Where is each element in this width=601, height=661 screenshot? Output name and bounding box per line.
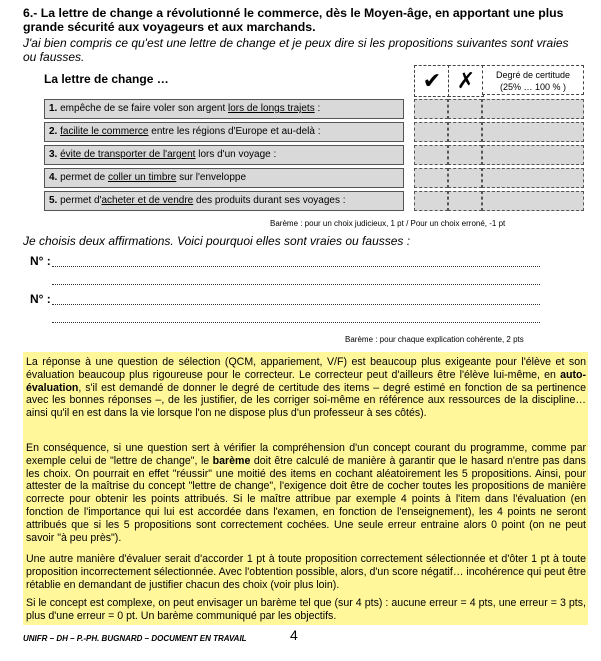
answer-line[interactable] (52, 265, 540, 267)
row-text: des produits durant ses voyages : (193, 195, 346, 206)
true-cell[interactable] (414, 122, 448, 142)
page-number: 4 (290, 627, 298, 643)
commentary-paragraph-2 (26, 442, 586, 544)
statement-row (44, 145, 404, 165)
row-underlined: facilite le commerce (60, 126, 149, 137)
row-number: 5. (49, 195, 58, 206)
false-cell[interactable] (448, 191, 482, 211)
answer-line[interactable] (52, 321, 540, 323)
question-instruction: J'ai bien compris ce qu'est une lettre de change et je peux dire si les propositions suivantes sont vraies ou fausses. (23, 36, 569, 64)
certainty-cell[interactable] (482, 99, 584, 119)
row-underlined: acheter et de vendre (101, 195, 194, 206)
bold-span: auto-évaluation (26, 368, 586, 394)
false-cell[interactable] (448, 122, 482, 142)
true-cell[interactable] (414, 191, 448, 211)
text-span: La réponse à une question de sélection (QCM, appariement, V/F) est beaucoup plus exigeante pour l'élève et son évaluation beaucoup plus rigoureuse pour le correcteur. Le correcteur peut d'ailleurs être l'élève lui-même, en (26, 356, 586, 381)
row-text: entre les régions d'Europe et au-delà : (148, 126, 321, 137)
question-title: 6.- La lettre de change a révolutionné le commerce, dès le Moyen-âge, en apportant une plus grande sécurité aux voyageurs et aux marchands. (23, 6, 564, 34)
answer-line[interactable] (52, 303, 540, 305)
table-heading: La lettre de change … (44, 72, 169, 86)
statement-row (44, 191, 404, 211)
degree-range: (25% … 100 % ) (499, 82, 567, 92)
false-cell[interactable] (448, 145, 482, 165)
statement-row (44, 168, 404, 188)
row-underlined: lors de longs trajets (228, 103, 315, 114)
row-underlined: coller un timbre (107, 172, 177, 183)
row-number: 4. (49, 172, 58, 183)
false-cell[interactable] (448, 168, 482, 188)
number-label: N° : (30, 292, 51, 306)
certainty-cell[interactable] (482, 168, 584, 188)
row-text: empêche de se faire voler son argent (57, 103, 228, 114)
cross-column-header (448, 65, 484, 97)
justification-prompt: Je choisis deux affirmations. Voici pourquoi elles sont vraies ou fausses : (23, 234, 411, 248)
row-text: : (314, 103, 321, 114)
bareme-choices: Barème : pour un choix judicieux, 1 pt / Pour un choix erroné, -1 pt (270, 219, 506, 228)
text-span: doit être calculé de manière à garantir que le hasard n'entre pas dans les choix. On pourrait en effet "réussir" une moitié des items en cochant aléatoirement les 5 propositions. Ainsi, pour attester de la maîtrise du concept "lettre de change", l'exigence doit être de cocher toutes les propositions de manière correcte pour obtenir les points attribués. Si le maître attribue par exemple 4 points à l'item dans l'évaluation (en fonction de l'importance qui lui est accordée dans l'examen, en fonction de l'enseignement), les 4 points ne seront attribués que si les 5 propositions sont correctement cochées. Une seule erreur entraine alors 0 point (on ne peut savoir "à peu près"). (26, 454, 586, 544)
bareme-justification: Barème : pour chaque explication cohérente, 2 pts (345, 335, 524, 344)
row-number: 3. (49, 149, 58, 160)
degree-column-header (482, 65, 584, 95)
row-text: permet de (57, 172, 108, 183)
true-cell[interactable] (414, 145, 448, 165)
certainty-cell[interactable] (482, 122, 584, 142)
true-cell[interactable] (414, 168, 448, 188)
text-span: , s'il est demandé de donner le degré de certitude des items – degré estimé en fonction de sa pertinence avec les bonnes réponses –, de les justifier, de les corriger soi-même en référence aux ressources de la discipline… ainsi qu'il en est dans la vie lorsque l'on ne dispose plus d'un professeur à ses côtés). (26, 381, 586, 420)
footer-text: UNIFR – DH – P.-PH. BUGNARD – DOCUMENT EN TRAVAIL (23, 634, 247, 643)
row-number: 2. (49, 126, 58, 137)
row-text: sur l'enveloppe (176, 172, 247, 183)
check-column-header (414, 65, 450, 97)
statement-row (44, 122, 404, 142)
commentary-paragraph-3: Une autre manière d'évaluer serait d'accorder 1 pt à toute proposition correctement sélectionnée et d'ôter 1 pt à toute proposition incorrectement sélectionnée. Avec l'obtention possible, alors, d'un score négatif… incohérence qui peut être rétablie en demandant de justifier chacun des choix (voir plus loin). (26, 553, 586, 591)
row-underlined: évite de transporter de l'argent (60, 149, 196, 160)
cross-mark-icon: ✗ (456, 68, 476, 93)
row-text: permet d' (57, 195, 102, 206)
check-mark-icon: ✔ (422, 68, 442, 93)
certainty-cell[interactable] (482, 191, 584, 211)
statement-row (44, 99, 404, 119)
certainty-cell[interactable] (482, 145, 584, 165)
true-cell[interactable] (414, 99, 448, 119)
row-number: 1. (49, 103, 58, 114)
bold-span: barème (212, 454, 251, 467)
commentary-paragraph-1 (26, 356, 586, 420)
commentary-paragraph-4: Si le concept est complexe, on peut envisager un barème tel que (sur 4 pts) : aucune erreur = 4 pts, une erreur = 3 pts, plus d'une erreur = 0 pt. Un barème communiqué par les objectifs. (26, 597, 586, 622)
answer-line[interactable] (52, 283, 540, 285)
degree-label: Degré de certitude (495, 70, 571, 80)
number-label: N° : (30, 254, 51, 268)
text-span: En conséquence, si une question sert à vérifier la compréhension d'un concept courant du programme, comme par exemple celui de "lettre de change", le (26, 442, 586, 467)
row-text: lors d'un voyage : (195, 149, 277, 160)
false-cell[interactable] (448, 99, 482, 119)
